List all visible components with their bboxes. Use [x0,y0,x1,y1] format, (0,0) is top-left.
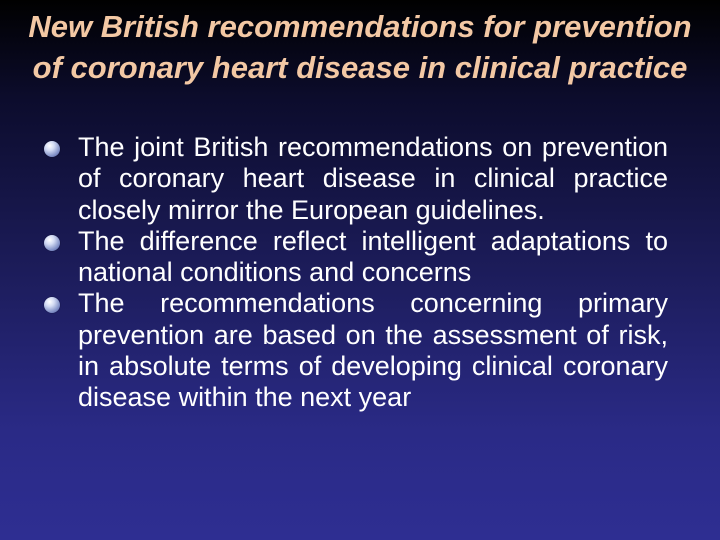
bullet-text: The recommendations concerning primary prevention are based on the assessment of risk, in absolute terms of developing clinical coronary disease within the next year [78,288,668,413]
bullet-sphere-icon [44,141,60,157]
slide-title: New British recommendations for prevention of coronary heart disease in clinical practice [28,9,692,85]
bullet-sphere-icon [44,297,60,313]
bullet-list [42,132,668,414]
bullet-item [42,226,668,289]
bullet-item [42,288,668,413]
bullet-sphere-icon [44,235,60,251]
bullet-text: The joint British recommendations on prevention of coronary heart disease in clinical practice closely mirror the European guidelines. [78,132,668,225]
bullet-text: The difference reflect intelligent adaptations to national conditions and concerns [78,225,668,288]
bullet-item [42,132,668,226]
